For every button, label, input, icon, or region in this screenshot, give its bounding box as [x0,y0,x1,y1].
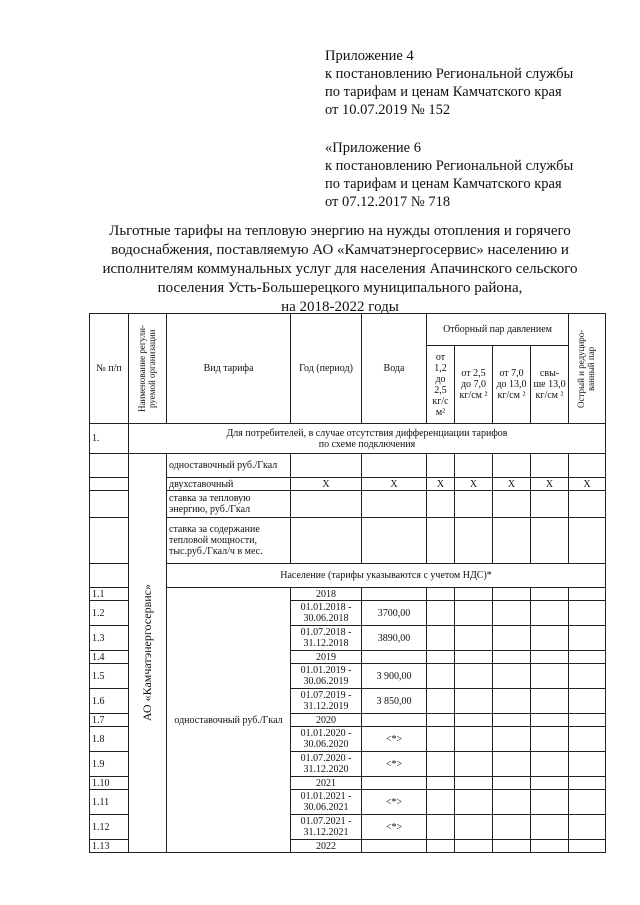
x-mark: X [531,478,569,491]
x-mark: X [427,478,455,491]
title-line: исполнителям коммунальных услуг для населения Апачинского сельского [102,261,578,277]
appendix-line: от 07.12.2017 № 718 [325,194,451,210]
empty-cell [427,588,455,601]
empty-cell [531,777,569,790]
row-period: 01.07.2020 - 31.12.2020 [291,752,362,777]
row-num: 1.5 [90,664,129,689]
empty-cell [531,664,569,689]
empty-cell [90,518,129,564]
empty-cell [455,714,493,727]
empty-cell [493,664,531,689]
row-period: 01.01.2018 - 30.06.2018 [291,601,362,626]
empty-cell [531,651,569,664]
header-steam-3: от 7,0 до 13,0 кг/см ² [493,346,531,424]
header-water: Вода [362,314,427,424]
empty-cell [493,777,531,790]
empty-cell [531,752,569,777]
row-num: 1.4 [90,651,129,664]
row-period: 2022 [291,840,362,853]
row-num: 1.3 [90,626,129,651]
header-org: Наименование регули-руемой организации [136,325,157,412]
empty-cell [493,651,531,664]
empty-cell [531,815,569,840]
empty-cell [531,714,569,727]
row-value [362,588,427,601]
section-num: 1. [90,424,129,454]
appendix-line: Приложение 4 [325,48,414,64]
empty-cell [427,491,455,518]
section-row [90,424,606,454]
empty-cell [427,664,455,689]
empty-cell [455,790,493,815]
row-value: <*> [362,815,427,840]
empty-cell [362,491,427,518]
row-num: 1.13 [90,840,129,853]
rate-capacity-label: ставка за содержание тепловой мощности, тыс.руб./Гкал/ч в мес. [167,518,291,564]
row-value: 3 850,00 [362,689,427,714]
empty-cell [455,840,493,853]
document-title [60,222,620,317]
row-num: 1.7 [90,714,129,727]
row-value [362,840,427,853]
empty-cell [493,714,531,727]
population-row [90,564,606,588]
empty-cell [569,664,606,689]
empty-cell [569,689,606,714]
tariff-row-rate-energy [90,491,606,518]
title-line: Льготные тарифы на тепловую энергию на нужды отопления и горячего [109,223,571,239]
header-num: № п/п [90,314,129,424]
title-line: на 2018-2022 годы [281,299,399,315]
empty-cell [531,588,569,601]
title-line: поселения Усть-Большерецкого муниципального района, [157,280,523,296]
empty-cell [427,626,455,651]
row-num: 1.9 [90,752,129,777]
empty-cell [531,518,569,564]
empty-cell [90,564,129,588]
empty-cell [493,454,531,478]
row-num: 1.6 [90,689,129,714]
header-steam-1: от 1,2 до 2,5 кг/с м² [427,346,455,424]
empty-cell [427,518,455,564]
x-mark: X [362,478,427,491]
empty-cell [291,454,362,478]
appendix-line: по тарифам и ценам Камчатского края [325,84,562,100]
empty-cell [569,752,606,777]
empty-cell [493,815,531,840]
empty-cell [531,454,569,478]
x-mark: X [493,478,531,491]
empty-cell [531,840,569,853]
header-steam-4: свы- ше 13,0 кг/см ² [531,346,569,424]
empty-cell [569,491,606,518]
row-period: 2021 [291,777,362,790]
empty-cell [493,689,531,714]
empty-cell [455,454,493,478]
empty-cell [493,752,531,777]
empty-cell [90,454,129,478]
empty-cell [455,601,493,626]
header-row [90,314,606,346]
row-value: <*> [362,752,427,777]
header-sharp-steam-cell [569,314,606,424]
section-title [129,424,606,454]
empty-cell [362,518,427,564]
rate-energy-label: ставка за тепловую энергию, руб./Гкал [167,491,291,518]
empty-cell [569,518,606,564]
empty-cell [455,664,493,689]
org-name: АО «Камчатэнергосервис» [140,584,154,722]
section-title-line: по схеме подключения [318,438,416,450]
tariff-row-rate-capacity [90,518,606,564]
empty-cell [493,588,531,601]
empty-cell [362,454,427,478]
empty-cell [427,651,455,664]
empty-cell [455,651,493,664]
empty-cell [493,601,531,626]
empty-cell [531,727,569,752]
row-period: 01.01.2021 - 30.06.2021 [291,790,362,815]
empty-cell [531,491,569,518]
population-tariff: одноставочный руб./Гкал [167,588,291,853]
row-value: 3700,00 [362,601,427,626]
empty-cell [455,727,493,752]
appendix-line: к постановлению Региональной службы [325,66,574,82]
empty-cell [455,815,493,840]
empty-cell [493,840,531,853]
section-title-line: Для потребителей, в случае отсутствия дифференциации тарифов [226,427,508,439]
empty-cell [90,491,129,518]
empty-cell [291,491,362,518]
header-steam-group: Отборный пар давлением [427,314,569,346]
empty-cell [455,689,493,714]
empty-cell [427,689,455,714]
row-period: 2018 [291,588,362,601]
row-value: 3890,00 [362,626,427,651]
row-period: 01.07.2021 - 31.12.2021 [291,815,362,840]
appendix-line: к постановлению Региональной службы [325,158,574,174]
population-title: Население (тарифы указываются с учетом НДС)* [167,564,606,588]
header-steam-2: от 2,5 до 7,0 кг/см ² [455,346,493,424]
empty-cell [531,790,569,815]
empty-cell [569,790,606,815]
empty-cell [569,626,606,651]
empty-cell [531,626,569,651]
tariff-single-label: одноставочный руб./Гкал [167,454,291,478]
row-value [362,651,427,664]
empty-cell [455,588,493,601]
empty-cell [427,840,455,853]
tariff-double-label: двухставочный [167,478,291,491]
tariff-row-single [90,454,606,478]
header-org-cell [129,314,167,424]
x-mark: X [455,478,493,491]
row-num: 1.12 [90,815,129,840]
empty-cell [427,777,455,790]
empty-cell [427,790,455,815]
empty-cell [90,478,129,491]
empty-cell [493,518,531,564]
empty-cell [569,815,606,840]
appendix-header-current [325,47,573,119]
empty-cell [531,689,569,714]
empty-cell [569,454,606,478]
empty-cell [427,752,455,777]
row-period: 2020 [291,714,362,727]
empty-cell [531,601,569,626]
appendix-line: от 10.07.2019 № 152 [325,102,451,118]
row-value [362,714,427,727]
row-num: 1.11 [90,790,129,815]
empty-cell [493,491,531,518]
org-name-cell [129,454,167,853]
row-num: 1.10 [90,777,129,790]
row-period: 01.07.2019 - 31.12.2019 [291,689,362,714]
empty-cell [455,518,493,564]
empty-cell [427,454,455,478]
row-value: 3 900,00 [362,664,427,689]
x-mark: X [569,478,606,491]
empty-cell [569,601,606,626]
empty-cell [493,626,531,651]
empty-cell [455,491,493,518]
x-mark: X [291,478,362,491]
tariff-row-double [90,478,606,491]
empty-cell [569,727,606,752]
empty-cell [569,777,606,790]
appendix-line: «Приложение 6 [325,140,421,156]
row-period: 2019 [291,651,362,664]
empty-cell [291,518,362,564]
tariff-table [89,313,606,853]
empty-cell [427,601,455,626]
empty-cell [427,727,455,752]
empty-cell [427,815,455,840]
row-num: 1.8 [90,727,129,752]
empty-cell [569,840,606,853]
appendix-header-previous [325,139,573,211]
empty-cell [455,777,493,790]
row-value: <*> [362,727,427,752]
row-value [362,777,427,790]
row-value: <*> [362,790,427,815]
row-period: 01.01.2020 - 30.06.2020 [291,727,362,752]
empty-cell [493,727,531,752]
empty-cell [569,588,606,601]
row-num: 1.2 [90,601,129,626]
table-row [90,588,606,601]
empty-cell [569,651,606,664]
appendix-line: по тарифам и ценам Камчатского края [325,176,562,192]
header-tariff-type: Вид тарифа [167,314,291,424]
title-line: водоснабжения, поставляемую АО «Камчатэнергосервис» населению и [111,242,569,258]
header-year: Год (период) [291,314,362,424]
empty-cell [455,752,493,777]
header-sharp-steam: Острый и редуциро-ванный пар [576,329,597,408]
empty-cell [493,790,531,815]
empty-cell [427,714,455,727]
empty-cell [569,714,606,727]
row-period: 01.01.2019 - 30.06.2019 [291,664,362,689]
row-num: 1.1 [90,588,129,601]
row-period: 01.07.2018 - 31.12.2018 [291,626,362,651]
empty-cell [455,626,493,651]
